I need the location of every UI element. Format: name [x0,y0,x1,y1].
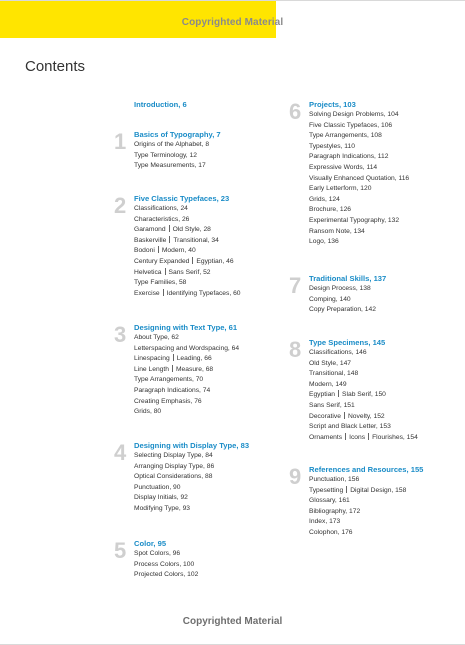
toc-entry[interactable] [309,369,418,380]
separator-bar [169,236,170,243]
toc-entry-text: Characteristics, 26 [134,215,190,223]
toc-entry-text: Identifying Typefaces, 60 [166,289,241,297]
toc-entry-text: Expressive Words, 114 [309,163,378,171]
toc-entry[interactable] [309,412,418,423]
section-number: 8 [289,337,302,362]
toc-section [289,464,424,539]
page-title: Contents [25,58,86,76]
toc-entry[interactable] [134,365,239,376]
section-number: 7 [289,273,302,298]
toc-entry-text: Classifications, 24 [134,205,188,212]
toc-entry[interactable] [134,344,239,355]
toc-entry[interactable] [309,295,386,306]
section-number: 5 [114,538,127,563]
toc-entry[interactable] [309,237,409,248]
toc-entry[interactable] [134,278,241,289]
toc-entry-text: Optical Considerations, 88 [134,473,213,481]
toc-entry[interactable] [309,348,418,359]
toc-entry-text: Typesetting [309,486,344,494]
toc-entry[interactable] [134,472,249,483]
toc-entry[interactable] [309,422,418,433]
watermark-bottom: Copyrighted Material [182,616,283,627]
separator-bar [158,246,159,253]
toc-entry[interactable] [309,401,418,412]
toc-entry-text: Logo, 136 [309,238,339,246]
toc-entry-text: Line Length [134,365,169,373]
toc-entry-text: Ransom Note, 134 [309,227,365,235]
toc-entry-text: Origins of the Alphabet, 8 [134,141,210,148]
toc-entry-text: Copy Preparation, 142 [309,306,376,314]
separator-bar [172,365,173,372]
section-number: 6 [289,99,302,124]
toc-entry[interactable] [309,184,409,195]
toc-entry[interactable] [309,517,423,528]
separator-bar [192,257,193,264]
toc-entry-text: Ornaments [309,433,343,441]
toc-entry[interactable] [134,354,239,365]
toc-entry-text: Creating Emphasis, 76 [134,397,202,405]
section-heading[interactable]: Type Specimens, 145 [309,338,386,347]
toc-entry-text: Brochure, 126 [309,206,352,214]
toc-entry[interactable] [134,504,249,515]
separator-bar [165,268,166,275]
toc-entry-text: Process Colors, 100 [134,560,195,568]
section-heading[interactable]: Introduction, 6 [134,100,187,109]
toc-entry-text: Slab Serif, 150 [342,391,386,399]
toc-entry-text: Early Letterform, 120 [309,185,372,193]
toc-entry[interactable] [309,528,423,539]
separator-bar [173,354,174,361]
separator-bar [163,289,164,296]
toc-entry-text: Decorative [309,412,341,420]
toc-entry-text: Digital Design, 158 [350,486,407,494]
toc-section [114,129,221,172]
toc-entry-text: Leading, 66 [176,355,212,363]
toc-entry-text: Egyptian, 46 [196,257,234,265]
toc-entry-text: Century Expanded [134,257,190,265]
toc-entry[interactable] [134,483,249,494]
toc-entry-text: Exercise [134,289,160,297]
separator-bar [344,412,345,419]
toc-entry[interactable] [309,121,409,132]
toc-entry-text: Type Families, 58 [134,279,187,287]
section-heading[interactable]: Traditional Skills, 137 [309,274,387,283]
toc-entry-text: Linespacing [134,355,170,363]
section-heading[interactable]: Designing with Display Type, 83 [134,441,250,450]
toc-entry-text: Experimental Typography, 132 [309,216,400,224]
toc-entry-text: Measure, 68 [175,365,214,373]
section-heading[interactable]: Projects, 103 [309,100,356,109]
toc-entry[interactable] [309,507,423,518]
toc-entry[interactable] [134,236,241,247]
toc-entry-text: Modern, 149 [309,380,347,388]
toc-entry-text: Design Process, 138 [309,285,371,292]
toc-entry-text: Display Initials, 92 [134,494,188,502]
toc-entry-text: Paragraph Indications, 74 [134,386,211,394]
toc-entry[interactable] [309,195,409,206]
toc-entry-text: Type Measurements, 17 [134,162,206,170]
toc-entry-text: Spot Colors, 96 [134,550,181,557]
toc-entry-text: Visually Enhanced Quotation, 116 [309,174,410,182]
toc-section [134,99,187,110]
toc-entry[interactable] [309,227,409,238]
toc-section [289,337,418,443]
toc-entry-text: Selecting Display Type, 84 [134,452,213,459]
toc-section [114,440,250,515]
toc-entry-text: Grids, 80 [134,408,162,416]
toc-entry-text: Novelty, 152 [347,412,385,420]
toc-entry-text: Egyptian [309,391,336,399]
watermark-top: Copyrighted Material [181,17,284,28]
toc-entry[interactable] [134,246,241,257]
toc-entry-text: Old Style, 28 [172,226,211,234]
toc-section [114,193,241,299]
toc-entry[interactable] [309,216,409,227]
toc-entry[interactable] [309,305,386,316]
toc-entry[interactable] [134,161,221,172]
toc-entry[interactable] [309,110,409,121]
toc-entry[interactable] [309,174,409,185]
toc-entry-text: Transitional, 148 [309,370,359,378]
toc-entry-text: Typestyles, 110 [309,142,355,150]
toc-entry-text: Classifications, 146 [309,349,367,356]
section-number: 4 [114,440,127,465]
separator-bar [368,433,369,440]
toc-entry[interactable] [134,204,241,215]
toc-entry[interactable] [309,496,423,507]
toc-entry[interactable] [309,390,418,401]
separator-bar [345,433,346,440]
toc-entry[interactable] [309,205,409,216]
toc-entry-text: Icons [349,433,366,441]
toc-entry[interactable] [134,493,249,504]
toc-entry[interactable] [134,549,198,560]
toc-entry[interactable] [309,475,423,486]
toc-entry[interactable] [309,380,418,391]
section-number: 3 [114,322,127,347]
toc-entry-text: Grids, 124 [309,195,340,203]
toc-entry[interactable] [134,451,249,462]
toc-entry[interactable] [134,333,239,344]
toc-entry[interactable] [134,397,239,408]
toc-entry-text: Five Classic Typefaces, 106 [309,121,393,129]
toc-entry-text: Paragraph Indications, 112 [309,153,389,161]
toc-entry-text: About Type, 62 [134,334,179,341]
toc-entry-text: Letterspacing and Wordspacing, 64 [134,344,240,352]
section-heading[interactable]: Five Classic Typefaces, 23 [134,194,230,203]
section-heading[interactable]: Color, 95 [134,539,167,548]
toc-entry[interactable] [134,570,198,581]
toc-entry[interactable] [134,257,241,268]
toc-entry[interactable] [309,142,409,153]
toc-entry[interactable] [134,560,198,571]
toc-entry[interactable] [309,131,409,142]
toc-section [289,273,387,316]
toc-entry-text: Sans Serif, 52 [168,268,211,276]
toc-entry-text: Comping, 140 [309,295,351,303]
section-number: 1 [114,129,127,154]
toc-section [289,99,410,248]
toc-entry-text: Script and Black Letter, 153 [309,423,391,431]
toc-entry-text: Colophon, 176 [309,528,353,536]
toc-entry-text: Arranging Display Type, 86 [134,462,215,470]
section-heading[interactable]: References and Resources, 155 [309,465,424,474]
toc-entry-text: Garamond [134,226,166,234]
toc-entry[interactable] [134,462,249,473]
toc-entry-text: Transitional, 34 [173,236,219,244]
toc-entry-text: Glossary, 161 [309,497,350,505]
separator-bar [338,390,339,397]
toc-entry-text: Flourishes, 154 [372,433,418,441]
section-heading[interactable]: Designing with Text Type, 61 [134,323,238,332]
section-number: 2 [114,193,127,218]
toc-entry-text: Punctuation, 156 [309,476,360,483]
toc-entry[interactable] [134,375,239,386]
toc-entry-text: Type Arrangements, 70 [134,376,204,384]
toc-entry-text: Baskerville [134,236,167,244]
toc-entry-text: Type Terminology, 12 [134,151,197,159]
toc-entry-text: Type Arrangements, 108 [309,132,382,140]
toc-section [114,538,199,581]
toc-entry[interactable] [134,268,241,279]
toc-entry[interactable] [134,407,239,418]
toc-entry-text: Old Style, 147 [309,359,352,367]
toc-entry[interactable] [134,289,241,300]
toc-entry[interactable] [309,486,423,497]
toc-entry[interactable] [134,225,241,236]
toc-entry[interactable] [134,215,241,226]
toc-entry[interactable] [134,386,239,397]
toc-entry-text: Bibliography, 172 [309,507,361,515]
toc-entry-text: Bodoni [134,247,155,255]
toc-entry[interactable] [309,359,418,370]
toc-entry[interactable] [134,140,221,151]
toc-entry-text: Punctuation, 90 [134,483,181,491]
separator-bar [346,486,347,493]
section-heading[interactable]: Basics of Typography, 7 [134,130,221,139]
toc-entry-text: Index, 173 [309,518,341,526]
toc-entry[interactable] [309,152,409,163]
toc-entry[interactable] [134,151,221,162]
toc-section [114,322,240,418]
toc-entry[interactable] [309,163,409,174]
toc-entry-text: Projected Colors, 102 [134,571,199,579]
toc-entry[interactable] [309,284,386,295]
separator-bar [169,225,170,232]
toc-entry-text: Sans Serif, 151 [309,401,355,409]
toc-entry-text: Helvetica [134,268,162,276]
toc-entry[interactable] [309,433,418,444]
toc-entry-text: Modifying Type, 93 [134,504,191,512]
toc-entry-text: Solving Design Problems, 104 [309,111,399,118]
section-number: 9 [289,464,302,489]
toc-entry-text: Modern, 40 [161,247,196,255]
